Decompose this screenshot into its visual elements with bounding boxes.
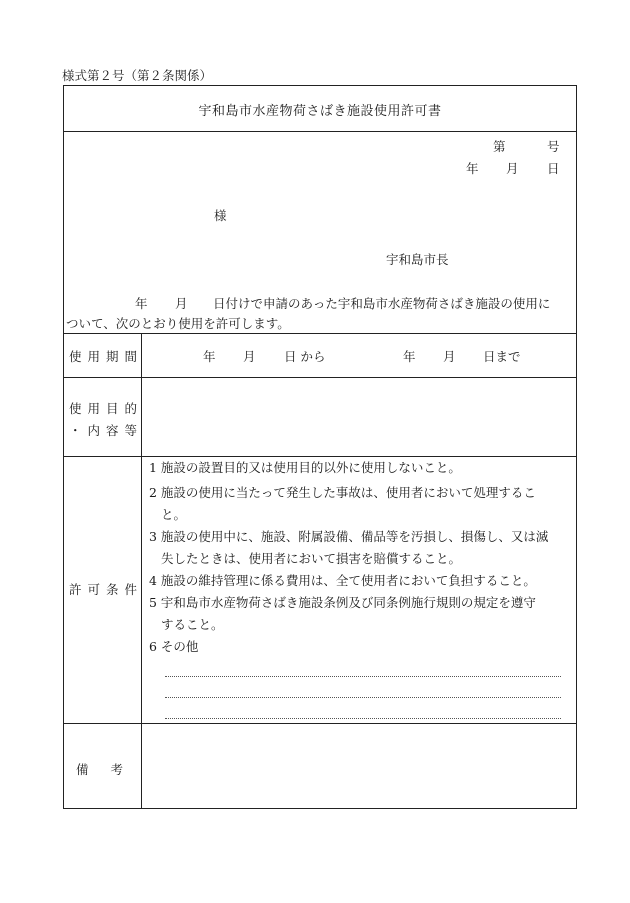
intro-text-line2: ついて、次のとおり使用を許可します。 <box>66 316 290 331</box>
blank-dotted-line <box>165 676 561 677</box>
divider <box>63 131 577 132</box>
intro-text-line1: 日付けで申請のあった宇和島市水産物荷さばき施設の使用に <box>213 296 551 311</box>
intro-month: 月 <box>175 296 188 311</box>
divider <box>63 723 577 724</box>
condition-line: 失したときは、使用者において損害を賠償すること。 <box>161 551 462 566</box>
doc-number-go: 号 <box>547 139 560 154</box>
period-from-year: 年 <box>203 349 216 364</box>
issuer: 宇和島市長 <box>386 252 449 267</box>
condition-line: 1 施設の設置目的又は使用目的以外に使用しないこと。 <box>149 460 461 475</box>
purpose-label-line1: 使用目的 <box>69 401 144 416</box>
intro-year: 年 <box>135 296 148 311</box>
period-from-month: 月 <box>243 349 256 364</box>
period-to-month: 月 <box>443 349 456 364</box>
condition-line: 5 宇和島市水産物荷さばき施設条例及び同条例施行規則の規定を遵守 <box>149 595 536 610</box>
divider <box>63 377 577 378</box>
issue-date-year: 年 <box>466 161 479 176</box>
condition-line: すること。 <box>161 617 224 632</box>
condition-line: 6 その他 <box>149 639 199 654</box>
issue-date-month: 月 <box>506 161 519 176</box>
period-to-day: 日まで <box>483 349 521 364</box>
condition-line: 3 施設の使用中に、施設、附属設備、備品等を汚損し、損傷し、又は滅 <box>149 529 549 544</box>
period-label: 使用期間 <box>69 349 144 364</box>
conditions-label: 許可条件 <box>69 582 144 597</box>
condition-line: と。 <box>161 507 187 522</box>
doc-number-dai: 第 <box>493 139 506 154</box>
condition-line: 2 施設の使用に当たって発生した事故は、使用者において処理するこ <box>149 485 536 500</box>
remarks-label: 備考 <box>76 762 146 777</box>
blank-dotted-line <box>165 718 561 719</box>
addressee-suffix: 様 <box>214 208 227 223</box>
issue-date-day: 日 <box>547 161 560 176</box>
period-to-year: 年 <box>403 349 416 364</box>
blank-dotted-line <box>165 697 561 698</box>
period-from-day: 日 から <box>284 349 326 364</box>
purpose-label-line2: ・内容等 <box>69 423 144 438</box>
condition-line: 4 施設の維持管理に係る費用は、全て使用者において負担すること。 <box>149 573 536 588</box>
form-number-label: 様式第２号（第２条関係） <box>62 68 213 83</box>
page-title: 宇和島市水産物荷さばき施設使用許可書 <box>198 104 442 119</box>
